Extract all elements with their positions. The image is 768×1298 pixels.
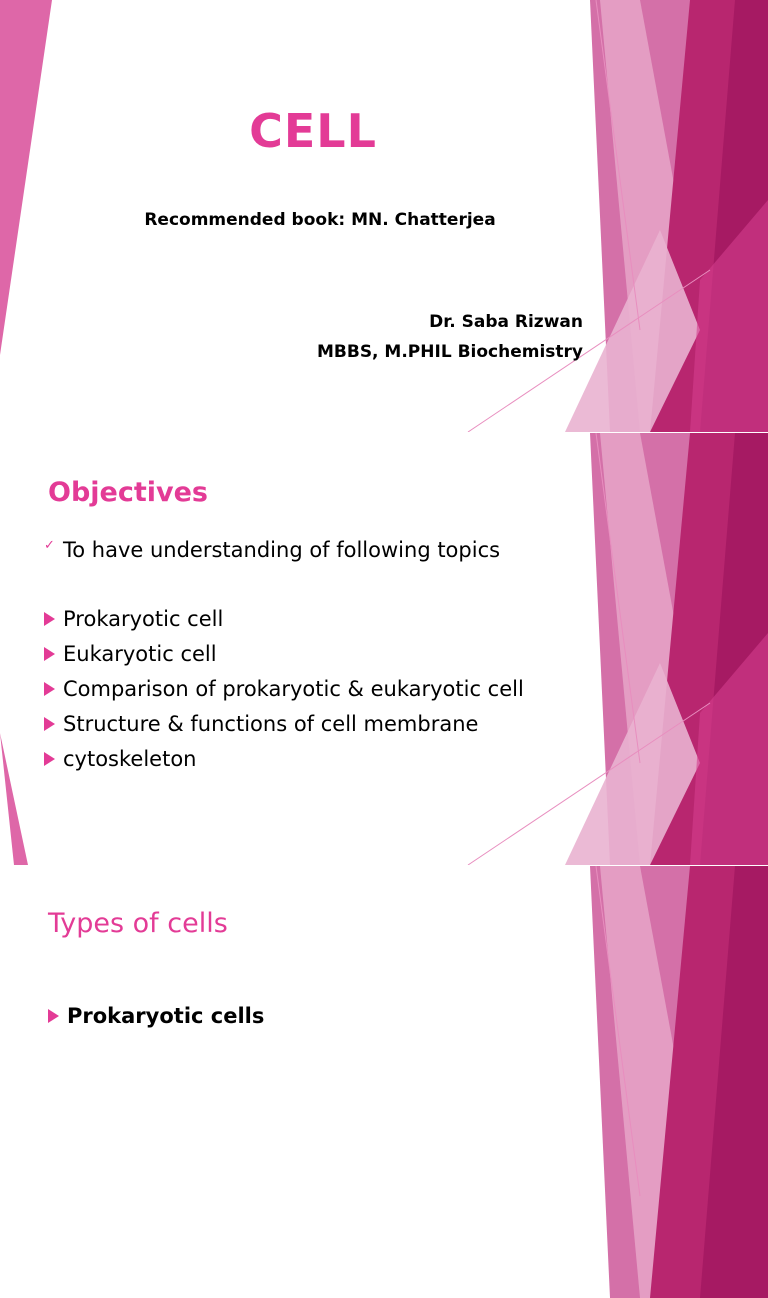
author-name: Dr. Saba Rizwan — [429, 312, 583, 332]
list-item-text: cytoskeleton — [63, 747, 197, 771]
list-item — [44, 642, 217, 666]
list-item — [44, 747, 196, 771]
list-item-text: Eukaryotic cell — [63, 642, 217, 666]
list-item — [44, 712, 478, 736]
slide-title-text: CELL — [249, 104, 377, 158]
triangle-arrow-icon — [44, 647, 55, 661]
slide-objectives — [0, 433, 768, 865]
author-degree: MBBS, M.PHIL Biochemistry — [316, 342, 583, 362]
list-item — [44, 677, 524, 701]
types-of-cells-title: Types of cells — [48, 908, 228, 939]
check-icon: ✓ — [44, 537, 55, 553]
triangle-arrow-icon — [44, 752, 55, 766]
triangle-arrow-icon — [44, 717, 55, 731]
objectives-intro — [44, 538, 500, 562]
triangle-arrow-icon — [44, 682, 55, 696]
list-item — [48, 1004, 264, 1028]
slide-types-of-cells — [0, 866, 768, 1298]
slide-title — [0, 0, 768, 432]
list-item-text: Prokaryotic cells — [67, 1004, 265, 1028]
list-item-text: Structure & functions of cell membrane — [63, 712, 479, 736]
list-item-text: Comparison of prokaryotic & eukaryotic cell — [63, 677, 524, 701]
objectives-title: Objectives — [48, 477, 208, 508]
objectives-intro-text: To have understanding of following topics — [63, 538, 501, 562]
list-item-text: Prokaryotic cell — [63, 607, 224, 631]
triangle-arrow-icon — [48, 1009, 59, 1023]
list-item — [44, 607, 223, 631]
triangle-arrow-icon — [44, 612, 55, 626]
recommended-book-text: Recommended book: MN. Chatterjea — [144, 210, 496, 230]
